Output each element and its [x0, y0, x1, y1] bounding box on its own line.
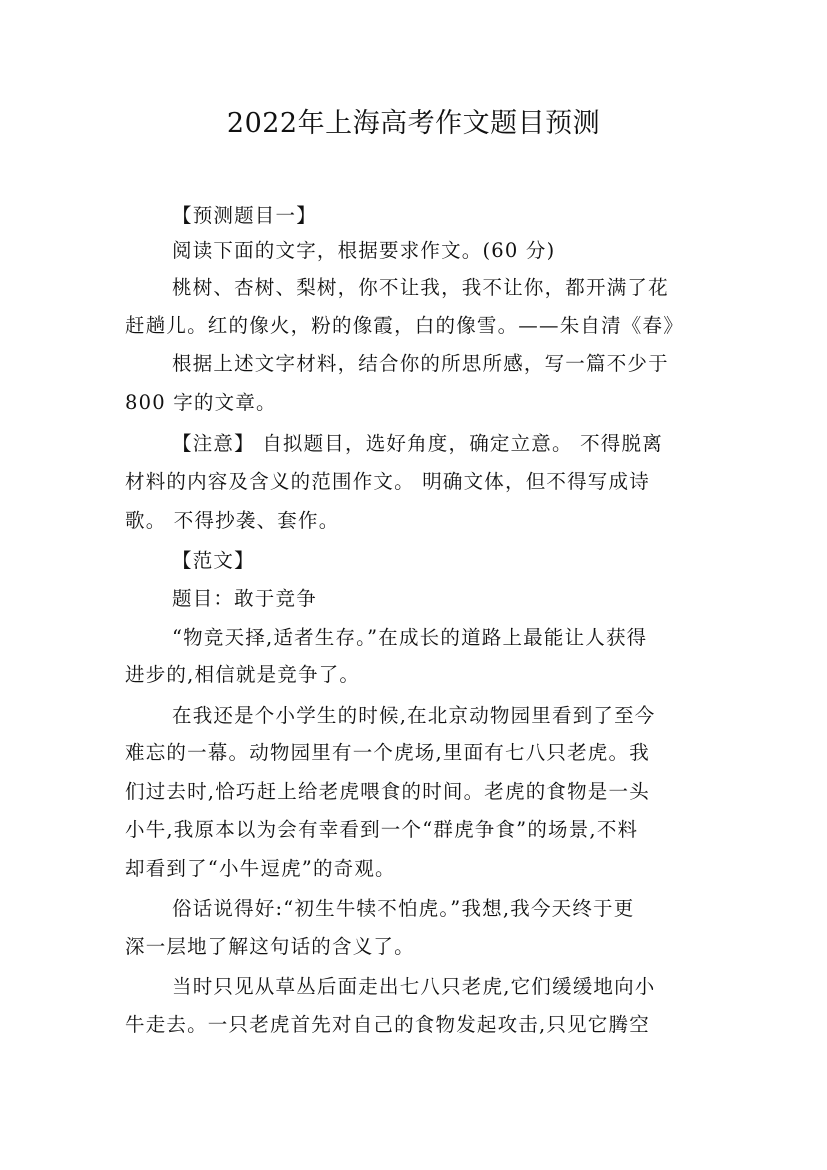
section-heading-prediction-1: 【预测题目一】 [172, 204, 317, 227]
paragraph-line: 桃树、杏树、梨树，你不让我，我不让你，都开满了花 [172, 276, 669, 299]
essay-line: “物竞天择,适者生存。”在成长的道路上最能让人获得 [172, 626, 648, 649]
document-title: 2022年上海高考作文题目预测 [226, 108, 601, 139]
essay-line: 深一层地了解这句话的含义了。 [125, 935, 415, 958]
notice-line: 【注意】 自拟题目，选好角度，确定立意。 不得脱离 [172, 432, 663, 455]
paragraph-line: 阅读下面的文字，根据要求作文。(60 分) [172, 239, 556, 262]
paragraph-line: 800 字的文章。 [125, 391, 277, 414]
paragraph-line: 赶趟儿。红的像火，粉的像霞，白的像雪。——朱自清《春》 [125, 314, 684, 337]
essay-line: 在我还是个小学生的时候,在北京动物园里看到了至今 [172, 704, 656, 727]
essay-line: 小牛,我原本以为会有幸看到一个“群虎争食”的场景,不料 [125, 818, 639, 841]
essay-line: 牛走去。一只老虎首先对自己的食物发起攻击,只见它腾空 [125, 1013, 650, 1036]
paragraph-line: 根据上述文字材料，结合你的所思所感，写一篇不少于 [172, 352, 669, 375]
essay-line: 俗话说得好:“初生牛犊不怕虎。”我想,我今天终于更 [172, 897, 635, 920]
notice-line: 材料的内容及含义的范围作文。 明确文体，但不得写成诗 [125, 470, 650, 493]
essay-line: 们过去时,恰巧赶上给老虎喂食的时间。老虎的食物是一头 [125, 780, 650, 803]
essay-line: 难忘的一幕。动物园里有一个虎场,里面有七八只老虎。我 [125, 741, 650, 764]
section-heading-sample: 【范文】 [172, 549, 255, 572]
essay-title: 题目：敢于竞争 [172, 587, 317, 610]
notice-line: 歌。 不得抄袭、套作。 [125, 509, 340, 532]
essay-line: 却看到了“小牛逗虎”的奇观。 [125, 857, 396, 880]
essay-line: 当时只见从草丛后面走出七八只老虎,它们缓缓地向小 [172, 975, 656, 998]
essay-line: 进步的,相信就是竞争了。 [125, 663, 361, 686]
